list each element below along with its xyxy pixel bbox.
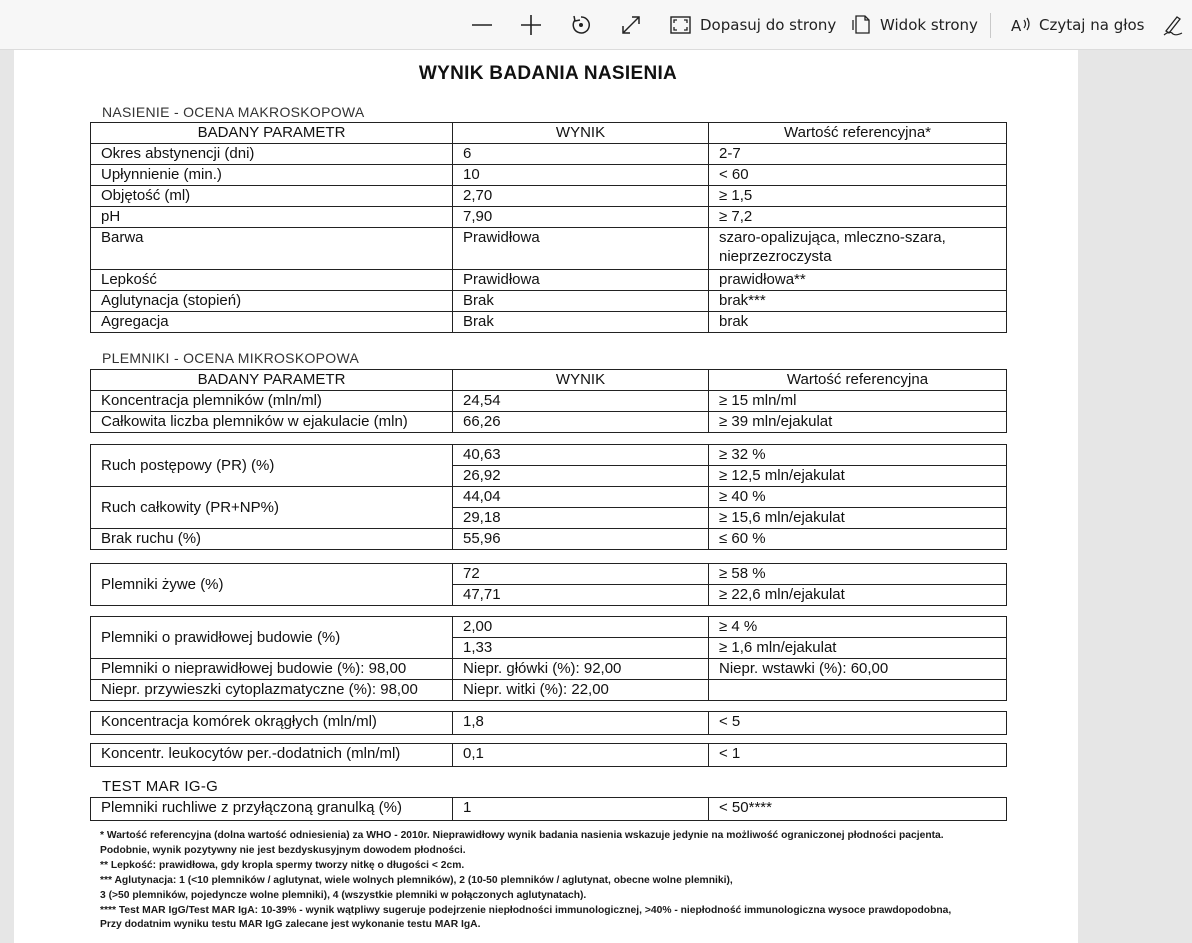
micro-section-title: PLEMNIKI - OCENA MIKROSKOPOWA [102,350,360,366]
reference-cell: ≥ 1,6 mln/ejakulat [709,638,1007,659]
param-cell: Brak ruchu (%) [91,529,453,550]
pen-icon [1162,14,1184,36]
param-cell: Aglutynacja (stopień) [91,291,453,312]
expand-icon [620,14,642,36]
param-cell: Plemniki ruchliwe z przyłączoną granulką (%) [91,798,453,821]
reference-cell: 2-7 [709,144,1007,165]
minus-icon [471,14,493,36]
header-reference: Wartość referencyjna [709,370,1007,391]
table-row [91,445,1007,466]
value-cell: 7,90 [453,207,709,228]
rotate-button[interactable] [570,0,592,50]
footnote-line: Przy dodatnim wyniku testu MAR IgG zalecane jest wykonanie testu MAR IgA. [100,919,481,931]
value-cell: 72 [453,564,709,585]
value-cell: 2,70 [453,186,709,207]
param-cell: Lepkość [91,270,453,291]
micro-table-leukocytes [90,743,1007,767]
value-cell: 29,18 [453,508,709,529]
table-row [91,207,1007,228]
value-cell: 6 [453,144,709,165]
footnote-line: 3 (>50 plemników, pojedyncze wolne plemniki), 4 (wszystkie plemniki w połączonych aglutynatach). [100,889,587,901]
micro-table-morphology [90,616,1007,701]
zoom-out-button[interactable] [471,0,493,50]
value-cell: 10 [453,165,709,186]
param-cell: Plemniki o prawidłowej budowie (%) [91,617,453,659]
fit-page-icon [670,16,691,34]
read-aloud-icon [1011,15,1033,35]
footnote-line: Podobnie, wynik pozytywny nie jest bezdyskusyjnym dowodem płodności. [100,844,466,856]
fit-to-page-label: Dopasuj do strony [700,16,837,34]
mar-section-title: TEST MAR IG-G [102,778,219,795]
table-row [91,617,1007,638]
read-aloud-label: Czytaj na głos [1039,16,1145,34]
header-parameter: BADANY PARAMETR [91,370,453,391]
table-row [91,144,1007,165]
page-view-icon [852,15,871,35]
table-row [91,744,1007,767]
reference-cell: ≥ 58 % [709,564,1007,585]
param-cell: Niepr. przywieszki cytoplazmatyczne (%): 98,00 [91,680,453,701]
reference-cell [709,680,1007,701]
macro-table [90,122,1007,333]
reference-cell: ≥ 15,6 mln/ejakulat [709,508,1007,529]
table-row [91,291,1007,312]
param-cell: Objętość (ml) [91,186,453,207]
micro-table-vitality [90,563,1007,606]
footnote-line: **** Test MAR IgG/Test MAR IgA: 10-39% - wynik wątpliwy sugeruje podejrzenie niepłodności immunologicznej, >40% - niepłodność immunologiczna wysoce prawdopodobna, [100,904,952,916]
value-cell: 66,26 [453,412,709,433]
reference-cell: < 60 [709,165,1007,186]
fit-to-page-button[interactable] [670,0,836,50]
reference-cell: ≥ 39 mln/ejakulat [709,412,1007,433]
document-title: WYNIK BADANIA NASIENIA [418,63,678,84]
table-row [91,659,1007,680]
param-cell: Koncentracja komórek okrągłych (mln/ml) [91,712,453,735]
mar-table [90,797,1007,821]
value-cell: Prawidłowa [453,270,709,291]
value-cell: 47,71 [453,585,709,606]
table-row [91,712,1007,735]
reference-cell: ≥ 15 mln/ml [709,391,1007,412]
micro-table-motility [90,444,1007,550]
table-header-row [91,370,1007,391]
table-row [91,270,1007,291]
param-cell: Upłynnienie (min.) [91,165,453,186]
reference-cell: < 5 [709,712,1007,735]
param-cell: Plemniki żywe (%) [91,564,453,606]
value-cell: Niepr. główki (%): 92,00 [453,659,709,680]
header-result: WYNIK [453,370,709,391]
reference-cell: brak*** [709,291,1007,312]
reference-cell: prawidłowa** [709,270,1007,291]
reference-cell: Niepr. wstawki (%): 60,00 [709,659,1007,680]
micro-table-concentration [90,369,1007,433]
footnote-line: * Wartość referencyjna (dolna wartość odniesienia) za WHO - 2010r. Nieprawidłowy wynik badania nasienia wskazuje jedynie na możliwość ograniczonej płodności pacjenta. [100,830,944,841]
macro-section-title: NASIENIE - OCENA MAKROSKOPOWA [102,104,365,120]
footnote-line: ** Lepkość: prawidłowa, gdy kropla spermy tworzy nitkę o długości < 2cm. [100,859,465,871]
value-cell: 1,8 [453,712,709,735]
value-cell: Niepr. witki (%): 22,00 [453,680,709,701]
toolbar-divider [990,13,991,38]
value-cell: 55,96 [453,529,709,550]
value-cell: Prawidłowa [453,228,709,270]
table-row [91,391,1007,412]
plus-icon [520,14,542,36]
reference-cell: ≥ 7,2 [709,207,1007,228]
table-row [91,529,1007,550]
value-cell: 0,1 [453,744,709,767]
reference-cell: ≥ 4 % [709,617,1007,638]
page-view-button[interactable] [852,0,978,50]
reference-cell: < 50**** [709,798,1007,821]
draw-button[interactable] [1162,0,1184,50]
value-cell: 1 [453,798,709,821]
table-row [91,312,1007,333]
param-cell: Plemniki o nieprawidłowej budowie (%): 98,00 [91,659,453,680]
param-cell: Ruch postępowy (PR) (%) [91,445,453,487]
value-cell: Brak [453,312,709,333]
value-cell: 2,00 [453,617,709,638]
table-row [91,798,1007,821]
value-cell: 24,54 [453,391,709,412]
svg-text:A: A [1011,17,1022,35]
value-cell: 44,04 [453,487,709,508]
footnote-line: *** Aglutynacja: 1 (<10 plemników / aglutynat, wiele wolnych plemników), 2 (10-50 plemników / aglutynat, obecne wolne plemniki), [100,874,733,886]
reference-cell: ≥ 40 % [709,487,1007,508]
reference-cell: ≥ 32 % [709,445,1007,466]
header-reference: Wartość referencyjna* [709,123,1007,144]
param-cell: Całkowita liczba plemników w ejakulacie (mln) [91,412,453,433]
value-cell: 26,92 [453,466,709,487]
reference-cell: < 1 [709,744,1007,767]
table-row [91,186,1007,207]
zoom-in-button[interactable] [520,0,542,50]
reference-cell: ≥ 12,5 mln/ejakulat [709,466,1007,487]
value-cell: 40,63 [453,445,709,466]
reference-cell: szaro-opalizująca, mleczno-szara, nieprzezroczysta [709,228,1007,270]
table-row [91,165,1007,186]
reference-cell: ≥ 22,6 mln/ejakulat [709,585,1007,606]
param-cell: Ruch całkowity (PR+NP%) [91,487,453,529]
table-row [91,412,1007,433]
table-row [91,564,1007,585]
page-view-label: Widok strony [880,16,978,34]
read-aloud-button[interactable] [1011,0,1144,50]
reference-cell: brak [709,312,1007,333]
param-cell: Okres abstynencji (dni) [91,144,453,165]
footnotes [100,829,1030,933]
rotate-icon [570,14,592,36]
table-row [91,487,1007,508]
table-row [91,228,1007,270]
table-header-row [91,123,1007,144]
param-cell: Koncentracja plemników (mln/ml) [91,391,453,412]
micro-table-round-cells [90,711,1007,735]
fullscreen-button[interactable] [620,0,642,50]
param-cell: Koncentr. leukocytów per.-dodatnich (mln/ml) [91,744,453,767]
value-cell: 1,33 [453,638,709,659]
header-parameter: BADANY PARAMETR [91,123,453,144]
pdf-toolbar [0,0,1192,50]
table-row [91,680,1007,701]
value-cell: Brak [453,291,709,312]
param-cell: pH [91,207,453,228]
param-cell: Agregacja [91,312,453,333]
reference-cell: ≥ 1,5 [709,186,1007,207]
param-cell: Barwa [91,228,453,270]
reference-cell: ≤ 60 % [709,529,1007,550]
header-result: WYNIK [453,123,709,144]
